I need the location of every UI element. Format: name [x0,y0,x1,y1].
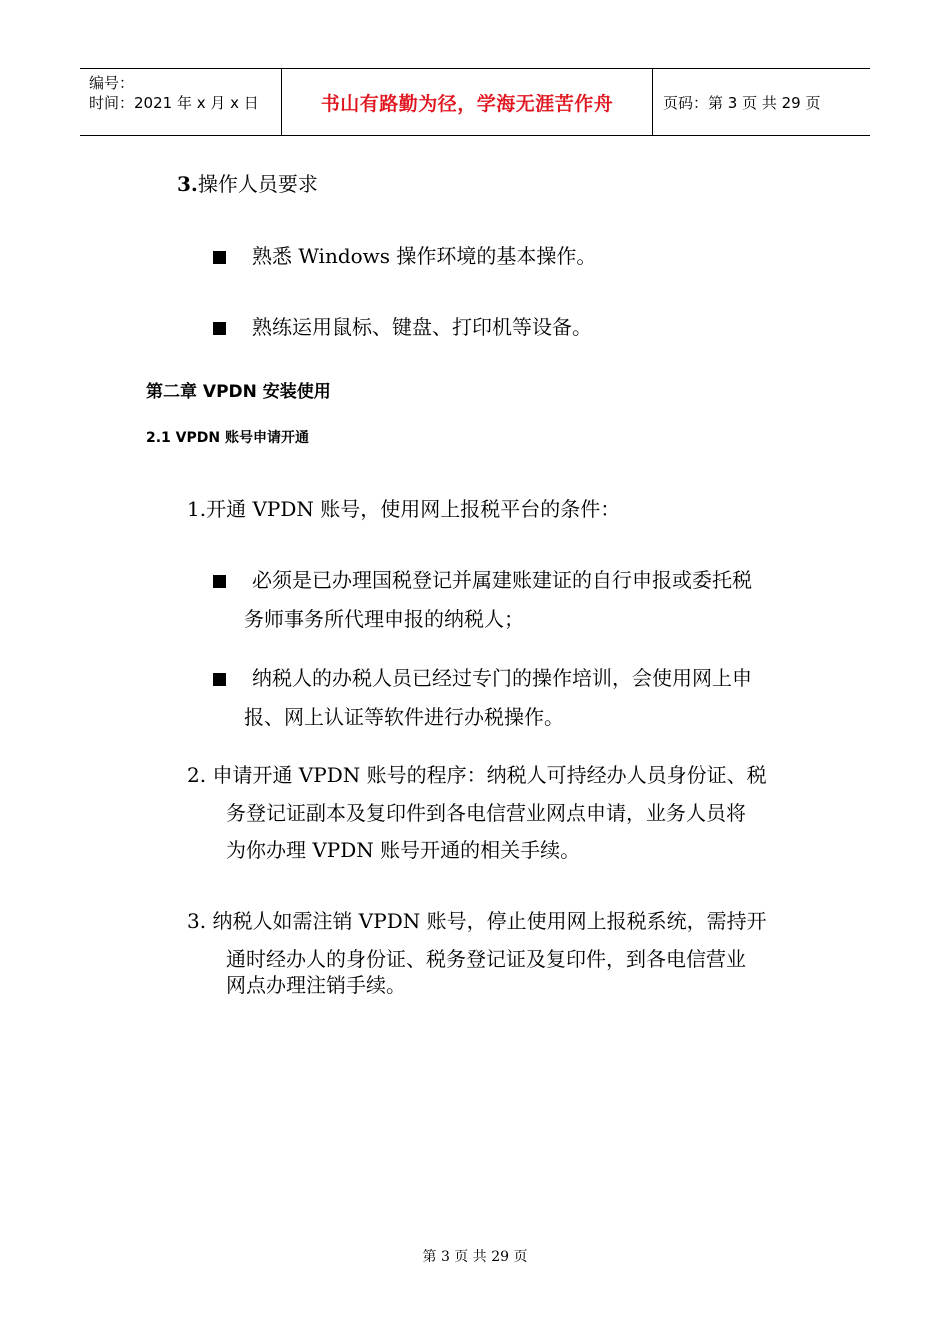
item1-bullet-1-line2: 务师事务所代理申报的纳税人； [244,607,524,631]
section-title: 2.1 VPDN 账号申请开通 [146,430,309,446]
header-motto: 书山有路勤为径，学海无涯苦作舟 [281,69,653,135]
item3-line2: 通时经办人的身份证、税务登记证及复印件，到各电信营业 [226,947,746,971]
bullet-square-icon [213,322,226,335]
item1-bullet-2-line1: 纳税人的办税人员已经过专门的操作培训，会使用网上申 [252,666,752,690]
item2-line2: 务登记证副本及复印件到各电信营业网点申请，业务人员将 [226,801,746,825]
header-page-info: 页码：第 3 页 共 29 页 [663,93,821,112]
item1-text: 1.开通 VPDN 账号，使用网上报税平台的条件： [187,497,621,521]
chapter-title: 第二章 VPDN 安装使用 [146,382,331,402]
page-footer: 第 3 页 共 29 页 [422,1249,528,1265]
section3-number: 3. [177,172,198,196]
bullet-square-icon [213,575,226,588]
section3-title: 操作人员要求 [197,172,318,196]
item1-bullet-1-line1: 必须是已办理国税登记并属建账建证的自行申报或委托税 [252,568,752,592]
item2-line3: 为你办理 VPDN 账号开通的相关手续。 [226,838,581,862]
header-meta [80,69,281,135]
bullet-square-icon [213,673,226,686]
header-number-label: 编号： [89,74,135,92]
header-date-label: 时间：2021 年 x 月 x 日 [89,94,259,112]
item1-bullet-2-line2: 报、网上认证等软件进行办税操作。 [244,705,564,729]
item3-line1: 3. 纳税人如需注销 VPDN 账号，停止使用网上报税系统，需持开 [187,909,767,933]
page-header [80,68,870,136]
section3-heading [177,168,318,200]
section3-bullet-2: 熟练运用鼠标、键盘、打印机等设备。 [252,315,592,339]
section3-bullet-1: 熟悉 Windows 操作环境的基本操作。 [252,244,597,268]
item2-line1: 2. 申请开通 VPDN 账号的程序：纳税人可持经办人员身份证、税 [187,763,767,787]
item3-line3: 网点办理注销手续。 [226,973,406,997]
bullet-square-icon [213,251,226,264]
